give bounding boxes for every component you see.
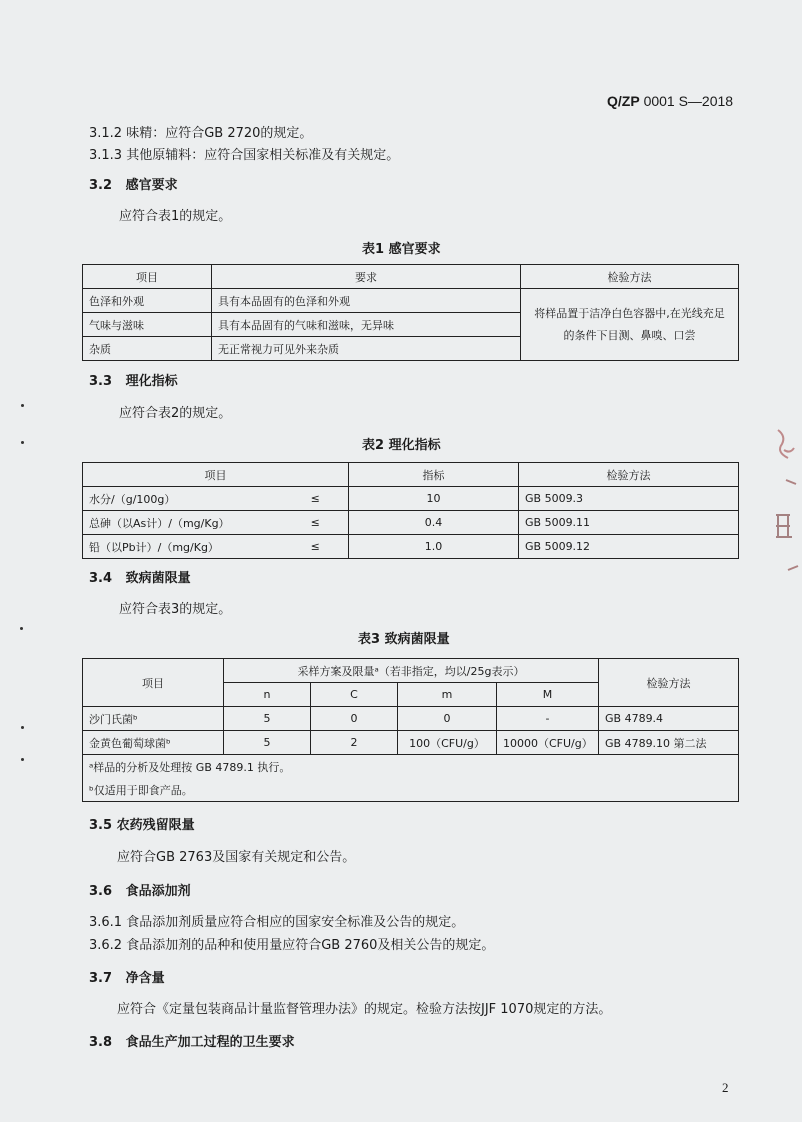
seal-stamp-fragment xyxy=(764,420,802,590)
section-text-3-3: 应符合表2的规定。 xyxy=(119,406,232,421)
table2-cell-operator: ≤ xyxy=(283,487,349,511)
table1-cell-req: 具有本品固有的色泽和外观 xyxy=(212,289,521,313)
table3-header-item: 项目 xyxy=(83,659,224,707)
table1-cell-item: 气味与滋味 xyxy=(83,313,212,337)
table2-physchem xyxy=(82,462,739,559)
section-heading-3-3: 3.3 理化指标 xyxy=(89,374,178,389)
table1-cell-method: 将样品置于洁净白色容器中,在光线充足的条件下目测、鼻嗅、口尝 xyxy=(521,289,739,361)
clause-3-6-1: 3.6.1 食品添加剂质量应符合相应的国家安全标准及公告的规定。 xyxy=(89,915,465,930)
table3-cell-M: - xyxy=(497,707,599,731)
table3-cell-method: GB 4789.10 第二法 xyxy=(599,731,739,755)
table3-cell-item: 金黄色葡萄球菌ᵇ xyxy=(83,731,224,755)
table3-header-plan: 采样方案及限量ᵃ（若非指定，均以/25g表示） xyxy=(224,659,599,683)
table3-caption: 表3 致病菌限量 xyxy=(358,632,450,647)
table2-cell-item: 总砷（以As计）/（mg/Kg） xyxy=(83,511,283,535)
table1-header-item: 项目 xyxy=(83,265,212,289)
page-number: 2 xyxy=(722,1080,729,1095)
section-heading-3-5: 3.5 农药残留限量 xyxy=(89,818,195,833)
table3-cell-n: 5 xyxy=(224,707,311,731)
table2-cell-item: 铅（以Pb计）/（mg/Kg） xyxy=(83,535,283,559)
clause-3-6-2: 3.6.2 食品添加剂的品种和使用量应符合GB 2760及相关公告的规定。 xyxy=(89,938,495,953)
section-text-3-5: 应符合GB 2763及国家有关规定和公告。 xyxy=(117,850,356,865)
table3-subheader-M: M xyxy=(497,683,599,707)
table1-cell-item: 色泽和外观 xyxy=(83,289,212,313)
table3-cell-n: 5 xyxy=(224,731,311,755)
scan-speck xyxy=(21,441,24,444)
table1-cell-req: 具有本品固有的气味和滋味，无异味 xyxy=(212,313,521,337)
table3-note-a: ᵃ样品的分析及处理按 GB 4789.1 执行。 xyxy=(83,755,739,779)
table3-pathogens xyxy=(82,658,739,802)
table3-cell-m: 100（CFU/g） xyxy=(398,731,497,755)
section-heading-3-8: 3.8 食品生产加工过程的卫生要求 xyxy=(89,1035,295,1050)
table1-header-req: 要求 xyxy=(212,265,521,289)
table2-cell-method: GB 5009.3 xyxy=(519,487,739,511)
table2-cell-value: 10 xyxy=(349,487,519,511)
section-text-3-2: 应符合表1的规定。 xyxy=(119,209,232,224)
section-heading-3-4: 3.4 致病菌限量 xyxy=(89,571,191,586)
table2-caption: 表2 理化指标 xyxy=(362,438,441,453)
section-text-3-4: 应符合表3的规定。 xyxy=(119,602,232,617)
section-heading-3-6: 3.6 食品添加剂 xyxy=(89,884,191,899)
table3-cell-m: 0 xyxy=(398,707,497,731)
scan-speck xyxy=(20,627,23,630)
clause-3-1-3: 3.1.3 其他原辅料：应符合国家相关标准及有关规定。 xyxy=(89,148,400,163)
standard-code: Q/ZP 0001 S—2018 xyxy=(607,93,734,109)
table2-header-limit: 指标 xyxy=(349,463,519,487)
table2-header-item: 项目 xyxy=(83,463,349,487)
section-text-3-7: 应符合《定量包装商品计量监督管理办法》的规定。检验方法按JJF 1070规定的方法。 xyxy=(117,1002,612,1017)
table1-sensory xyxy=(82,264,739,361)
table2-cell-method: GB 5009.11 xyxy=(519,511,739,535)
section-heading-3-7: 3.7 净含量 xyxy=(89,971,165,986)
table3-cell-M: 10000（CFU/g） xyxy=(497,731,599,755)
table1-cell-item: 杂质 xyxy=(83,337,212,361)
table2-header-method: 检验方法 xyxy=(519,463,739,487)
table1-header-method: 检验方法 xyxy=(521,265,739,289)
table3-header-method: 检验方法 xyxy=(599,659,739,707)
table2-cell-operator: ≤ xyxy=(283,511,349,535)
table2-cell-method: GB 5009.12 xyxy=(519,535,739,559)
table2-cell-item: 水分/（g/100g） xyxy=(83,487,283,511)
table2-cell-value: 0.4 xyxy=(349,511,519,535)
scan-speck xyxy=(21,404,24,407)
clause-3-1-2: 3.1.2 味精：应符合GB 2720的规定。 xyxy=(89,126,313,141)
table1-cell-req: 无正常视力可见外来杂质 xyxy=(212,337,521,361)
scan-speck xyxy=(21,726,24,729)
table3-subheader-n: n xyxy=(224,683,311,707)
table3-cell-c: 0 xyxy=(311,707,398,731)
section-heading-3-2: 3.2 感官要求 xyxy=(89,178,178,193)
table3-subheader-m: m xyxy=(398,683,497,707)
scan-speck xyxy=(21,758,24,761)
table3-cell-item: 沙门氏菌ᵇ xyxy=(83,707,224,731)
table3-note-b: ᵇ仅适用于即食产品。 xyxy=(83,778,739,802)
table3-cell-method: GB 4789.4 xyxy=(599,707,739,731)
table1-caption: 表1 感官要求 xyxy=(362,242,441,257)
table3-cell-c: 2 xyxy=(311,731,398,755)
table2-cell-operator: ≤ xyxy=(283,535,349,559)
table3-subheader-c: C xyxy=(311,683,398,707)
table2-cell-value: 1.0 xyxy=(349,535,519,559)
